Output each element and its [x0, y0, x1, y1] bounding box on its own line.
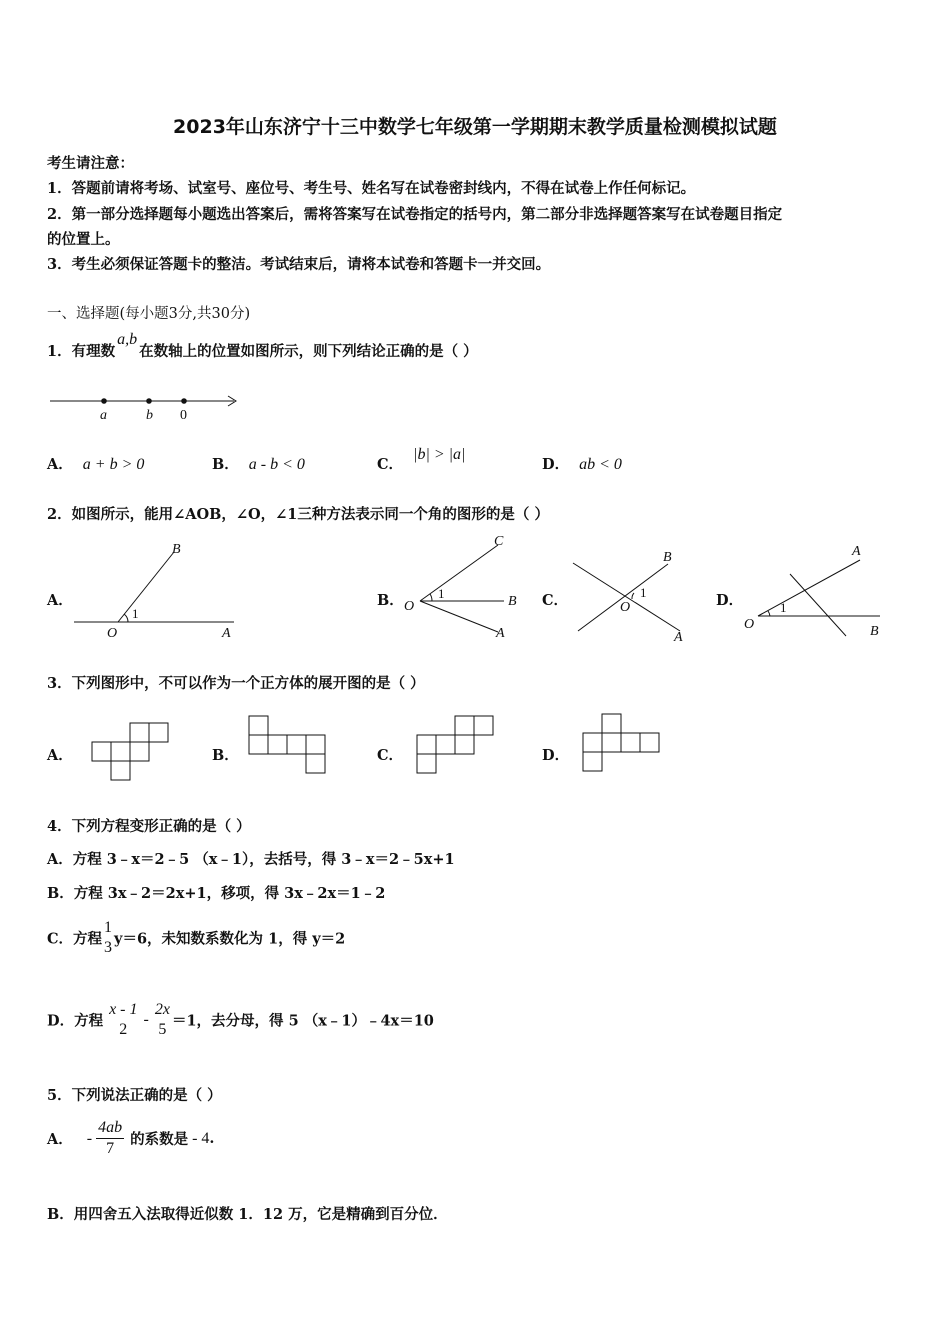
- svg-text:B: B: [663, 550, 672, 565]
- svg-text:1: 1: [132, 606, 139, 621]
- fraction-x-minus-1-over-2: x - 1 2: [109, 1001, 138, 1038]
- q3-option-c: C．: [377, 747, 404, 764]
- point-b: [146, 398, 152, 404]
- notice-item-3: 3．考生必须保证答题卡的整洁。考试结束后，请将本试卷和答题卡一并交回。: [47, 256, 551, 273]
- notice-heading: 考生请注意：: [47, 155, 134, 172]
- q2-figure-d: [742, 540, 892, 645]
- q3-net-c: [415, 715, 500, 780]
- svg-text:1: 1: [438, 586, 445, 601]
- q4-option-c: C．方程 1 3 y＝6，未知数系数化为 1，得 y＝2: [47, 919, 346, 956]
- q3-option-d: D．: [542, 747, 570, 764]
- q3-net-b: [248, 715, 333, 780]
- svg-text:O: O: [107, 626, 118, 641]
- q2-figure-c: [570, 545, 700, 645]
- q1-option-c: C．|b| > |a|: [377, 446, 466, 473]
- q2-figure-b: [400, 530, 525, 645]
- q4-option-d: D．方程 x - 1 2 - 2x 5 ＝1，去分母，得 5 （x﹣1）﹣4x＝10: [47, 1001, 434, 1038]
- svg-text:O: O: [620, 600, 631, 615]
- q4-option-a: A．方程 3﹣x＝2﹣5 （x﹣1），去括号，得 3﹣x＝2﹣5x+1: [47, 851, 455, 868]
- page-title: 2023年山东济宁十三中数学七年级第一学期期末教学质量检测模拟试题: [173, 116, 777, 138]
- fraction-2x-over-5: 2x 5: [154, 1001, 170, 1038]
- fraction-4ab-over-7: $\frac{4ab}{7}$: [98, 1119, 123, 1157]
- svg-text:O: O: [744, 617, 755, 632]
- q4-option-b: B．方程 3x﹣2＝2x+1，移项，得 3x﹣2x＝1﹣2: [47, 885, 386, 902]
- point-a: [101, 398, 107, 404]
- svg-text:A: A: [496, 626, 505, 641]
- q2-stem: 2．如图所示，能用∠AOB，∠O，∠1三种方法表示同一个角的图形的是（ ）: [47, 506, 549, 523]
- notice-item-2-cont: 的位置上。: [47, 231, 120, 248]
- svg-text:1: 1: [640, 585, 647, 600]
- svg-text:A: A: [852, 544, 861, 559]
- svg-text:1: 1: [780, 600, 787, 615]
- svg-text:B: B: [870, 624, 879, 639]
- point-zero: [181, 398, 187, 404]
- label-b: b: [146, 408, 153, 423]
- q1-prefix: 1．有理数: [47, 343, 116, 360]
- q3-option-a: A．: [47, 747, 73, 764]
- label-a: a: [100, 408, 107, 423]
- section-heading: 一、选择题(每小题3分,共30分): [47, 306, 251, 322]
- q3-net-a: [90, 722, 175, 787]
- svg-text:A: A: [222, 626, 231, 641]
- q1-vars: a,b: [117, 331, 138, 348]
- notice-item-2: 2．第一部分选择题每小题选出答案后，需将答案写在试卷指定的括号内，第二部分非选择题答案写在试卷题目指定: [47, 206, 783, 223]
- svg-text:B: B: [508, 594, 517, 609]
- q1-option-b: B． a - b < 0: [212, 456, 305, 473]
- q2-option-b: B．: [377, 592, 404, 609]
- q1-suffix: 在数轴上的位置如图所示，则下列结论正确的是（ ）: [139, 343, 478, 360]
- svg-text:C: C: [494, 534, 504, 549]
- q2-option-a: A．: [47, 592, 73, 609]
- svg-text:O: O: [404, 599, 415, 614]
- q1-number-line: [48, 390, 248, 426]
- q5-option-a: A． - $\frac{4ab}{7}$ 的系数是 - 4.: [47, 1119, 215, 1157]
- svg-text:B: B: [172, 542, 181, 557]
- fraction-one-third: 1 3: [104, 919, 113, 956]
- q3-stem: 3．下列图形中，不可以作为一个正方体的展开图的是（ ）: [47, 675, 425, 692]
- q3-net-d: [582, 713, 667, 778]
- q4-stem: 4．下列方程变形正确的是（ ）: [47, 818, 251, 835]
- label-zero: 0: [180, 408, 187, 423]
- q2-option-c: C．: [542, 592, 569, 609]
- q5-stem: 5．下列说法正确的是（ ）: [47, 1087, 222, 1104]
- q1-option-d: D． ab < 0: [542, 456, 622, 473]
- q3-option-b: B．: [212, 747, 239, 764]
- q2-option-d: D．: [716, 592, 744, 609]
- q1-option-a: A． a + b > 0: [47, 456, 145, 473]
- q1-stem: [47, 331, 478, 361]
- svg-text:A: A: [674, 630, 683, 645]
- q5-option-b: B．用四舍五入法取得近似数 1．12 万，它是精确到百分位．: [47, 1206, 448, 1223]
- q2-figure-a: [70, 538, 240, 643]
- notice-item-1: 1．答题前请将考场、试室号、座位号、考生号、姓名写在试卷密封线内，不得在试卷上作任何标记。: [47, 180, 696, 197]
